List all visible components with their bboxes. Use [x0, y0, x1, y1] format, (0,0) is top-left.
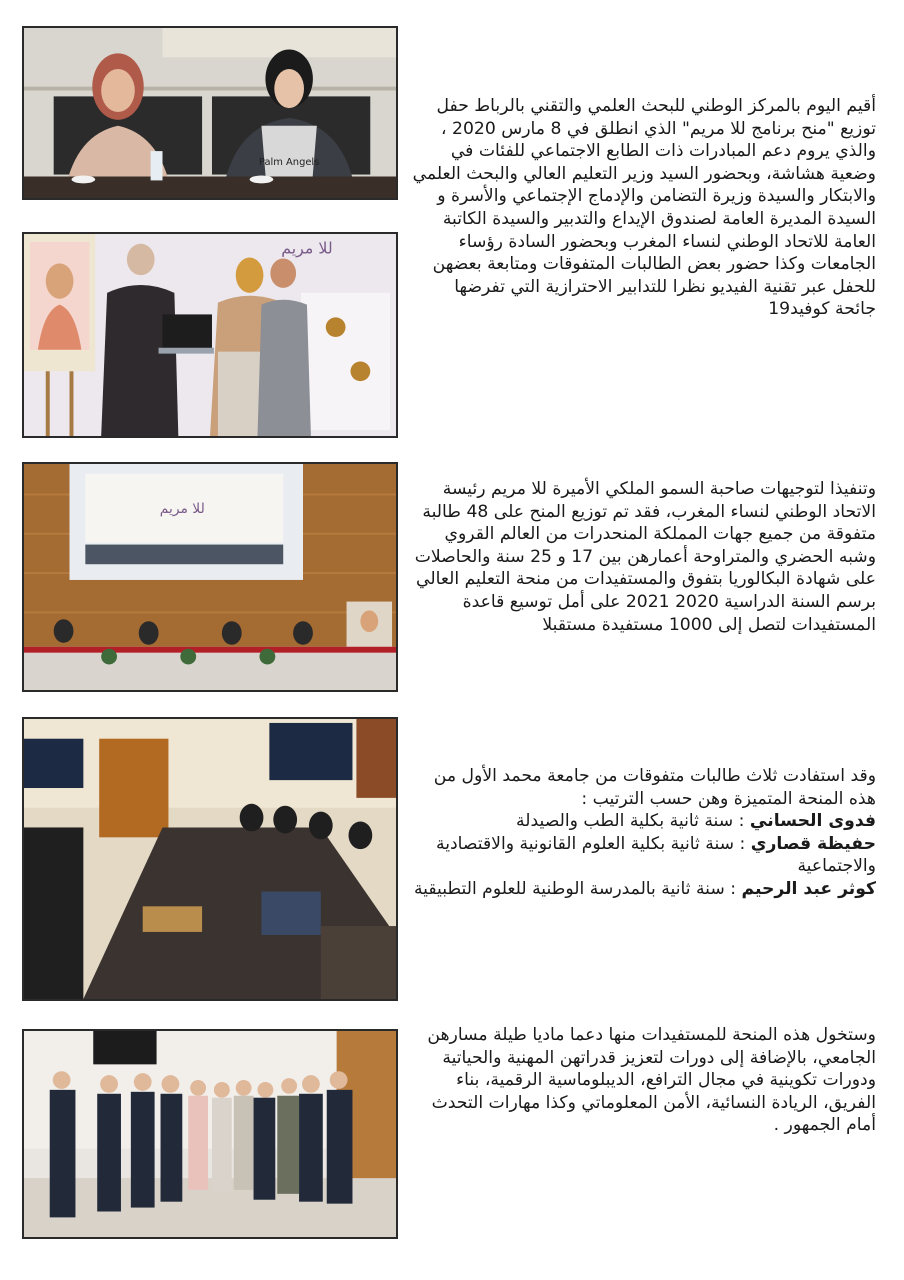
photo-group	[22, 1029, 398, 1239]
paragraph-beneficiaries	[410, 765, 876, 901]
grant-benefits-text: وستخول هذه المنحة للمستفيدات منها دعما ماديا طيلة مسارهن الجامعي، بالإضافة إلى دورات لتعزيز قدراتهن المهنية والحياتية ودورات تكوينية في مجال الترافع، الديبلوماسية الرقمية، بناء الفريق، الريادة النسائية، الأمن المعلوماتي وكذا مهارات التحدث أمام الجمهور .	[427, 1025, 876, 1136]
student-item	[410, 810, 876, 833]
beneficiaries-intro: وقد استفادت ثلاث طالبات متفوقات من جامعة محمد الأول من هذه المنحة المتميزة وهن حسب الترتيب :	[433, 766, 876, 809]
paragraph-grant-benefits	[410, 1024, 876, 1137]
photo-meeting-room	[22, 717, 398, 1001]
student-item	[410, 878, 876, 901]
student-detail: : سنة ثانية بالمدرسة الوطنية للعلوم التطبيقية	[413, 878, 737, 899]
student-name: كوثر عبد الرحيم	[741, 878, 876, 899]
banner-logo-text: للا مريم	[281, 238, 333, 258]
photo-conference-hall	[22, 462, 398, 692]
student-name: حفيظة قصاري	[750, 833, 876, 854]
ceremony-intro-text: أقيم اليوم بالمركز الوطني للبحث العلمي والتقني بالرباط حفل توزيع "منح برنامج للا مريم" الذي انطلق في 8 مارس 2020 ، والذي يروم دعم المبادرات ذات الطابع الاجتماعي للفئات في وضعية هشاشة، وبحضور السيد وزير التعليم العالي والبحث العلمي والابتكار والسيدة وزيرة التضامن والإدماج الإجتماعي والأسرة و السيدة المديرة العامة لصندوق الإيداع والتدبير والسيدة الكاتبة العامة للاتحاد الوطني لنساء المغرب وبحضور السادة رؤساء الجامعات وكذا حضور بعض الطالبات المتفوقات ومتابعة بعضهن للحفل عبر تقنية الفيديو نظرا للتدابير الاحترازية التي تفرضها جائحة كوفيد19	[412, 96, 876, 320]
student-detail: : سنة ثانية بكلية العلوم القانونية والاقتصادية والاجتماعية	[435, 833, 876, 877]
shirt-print-text: Palm Angels	[258, 156, 320, 168]
photo-award-handover	[22, 232, 398, 438]
photo-two-women-seated	[22, 26, 398, 200]
paragraph-ceremony-intro	[410, 95, 876, 321]
student-detail: : سنة ثانية بكلية الطب والصيدلة	[516, 811, 745, 832]
paragraph-grant-distribution	[410, 478, 876, 636]
student-name: فدوى الحساني	[749, 811, 876, 832]
student-item	[410, 833, 876, 878]
grant-distribution-text: وتنفيذا لتوجيهات صاحبة السمو الملكي الأميرة للا مريم رئيسة الاتحاد الوطني لنساء المغرب، فقد تم توزيع المنح على 48 طالبة متفوقة من جميع جهات المملكة المنحدرات من العالم القروي وشبه الحضري والمتراوحة أعمارهن بين 17 و 25 سنة والحاصلات على شهادة البكالوريا بتفوق والمستفيدات من منحة التعليم العالي برسم السنة الدراسية 2020 2021 على أمل توسيع قاعدة المستفيدات لتصل إلى 1000 مستفيدة مستقبلا	[414, 479, 876, 635]
projected-logo-text: للا مريم	[159, 501, 205, 518]
